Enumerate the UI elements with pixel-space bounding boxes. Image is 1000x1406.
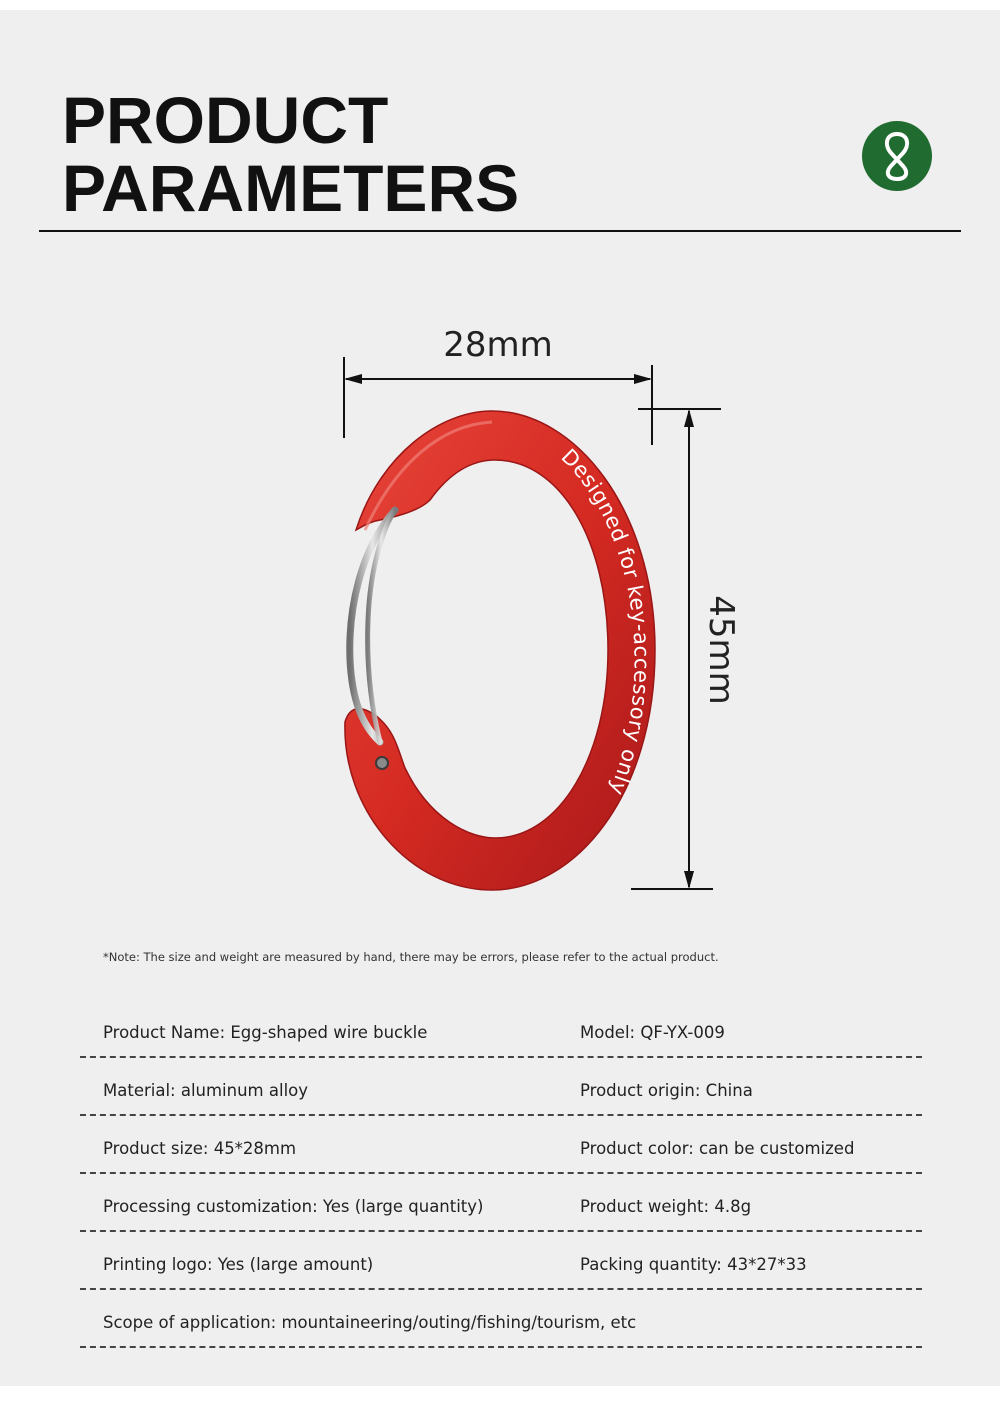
- page-canvas: [0, 10, 1000, 1386]
- spec-row: [80, 1116, 922, 1174]
- spec-material: Material: aluminum alloy: [103, 1081, 309, 1100]
- spec-row: [80, 1232, 922, 1290]
- spec-product-name: Product Name: Egg-shaped wire buckle: [103, 1023, 428, 1042]
- width-label: 28mm: [443, 325, 553, 365]
- width-arrow-left: [344, 374, 362, 384]
- spec-row: [80, 1174, 922, 1232]
- spec-row: [80, 1290, 922, 1348]
- measurement-note: *Note: The size and weight are measured by hand, there may be errors, please refer to the actual product.: [103, 950, 719, 964]
- height-arrow-top: [684, 409, 694, 427]
- title-line-2: PARAMETERS: [62, 151, 520, 225]
- spec-model: Model: QF-YX-009: [580, 1023, 725, 1042]
- spec-packing: Packing quantity: 43*27*33: [580, 1255, 807, 1274]
- spec-customization: Processing customization: Yes (large quantity): [103, 1197, 484, 1216]
- spec-scope: Scope of application: mountaineering/outing/fishing/tourism, etc: [103, 1313, 637, 1332]
- title-line-1: PRODUCT: [62, 83, 389, 157]
- spec-size: Product size: 45*28mm: [103, 1139, 297, 1158]
- engraving-text: Designed for key-accessory only: [556, 444, 654, 799]
- spec-table: [80, 1000, 922, 1348]
- rivet: [376, 757, 388, 769]
- width-arrow-right: [634, 374, 652, 384]
- height-arrow-bottom: [684, 871, 694, 889]
- spec-origin: Product origin: China: [580, 1081, 753, 1100]
- spec-weight: Product weight: 4.8g: [580, 1197, 752, 1216]
- spec-color: Product color: can be customized: [580, 1139, 855, 1158]
- height-label: 45mm: [701, 595, 741, 705]
- spec-row: [80, 1058, 922, 1116]
- carabiner-product: [345, 411, 655, 890]
- spec-printing-logo: Printing logo: Yes (large amount): [103, 1255, 374, 1274]
- spec-row: [80, 1000, 922, 1058]
